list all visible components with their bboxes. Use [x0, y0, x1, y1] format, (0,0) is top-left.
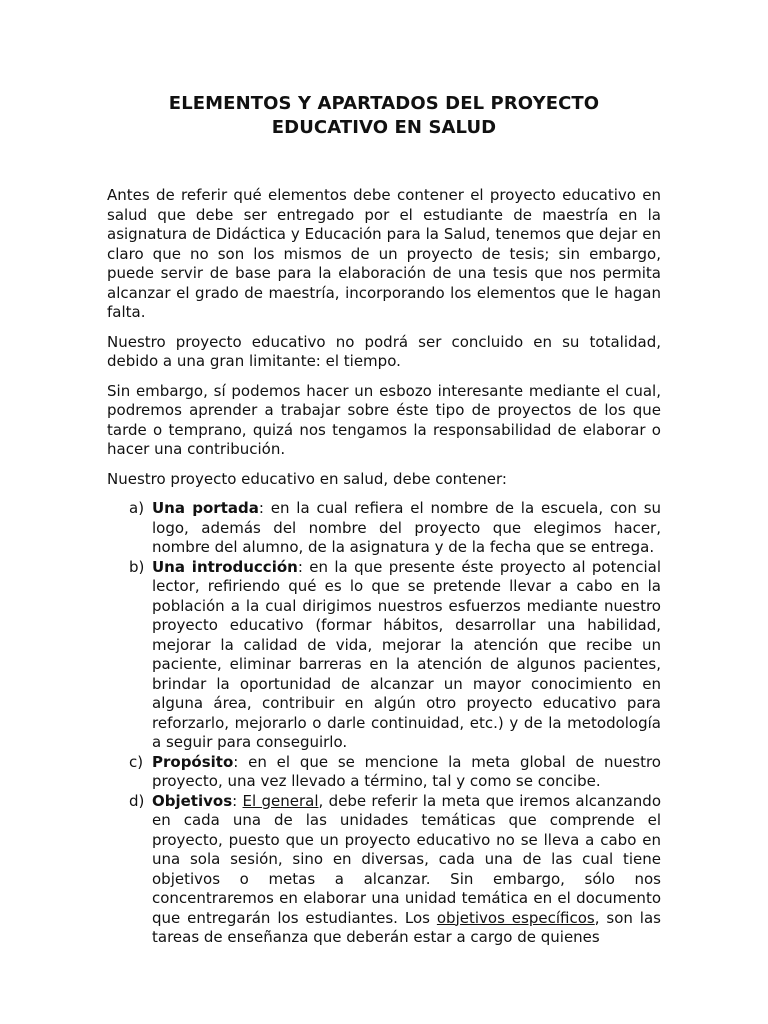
- list-text: : en la cual refiera el nombre de la escuela, con su logo, además del nombre del proyecto que elegimos hacer, nombre del alumno, de la asignatura y de la fecha que se entrega.: [152, 499, 662, 556]
- paragraph-contents-intro: Nuestro proyecto educativo en salud, debe contener:: [107, 469, 507, 488]
- list-separator: :: [232, 791, 243, 810]
- title-line-2: EDUCATIVO EN SALUD: [271, 117, 497, 138]
- list-term: Objetivos: [152, 791, 233, 810]
- list-item-objetivos: [107, 792, 661, 948]
- contents-list: [107, 499, 661, 948]
- list-text: : en la que presente éste proyecto al potencial lector, refiriendo qué es lo que se pretende llevar a cabo en la población a la cual dirigimos nuestros esfuerzos mediante nuestro proyecto educativo (formar hábitos, desarrollar una habilidad, mejorar la calidad de vida, mejorar la atención que recibe un paciente, eliminar barreras en la atención de algunos pacientes, brindar la oportunidad de alcanzar un mayor conocimiento en alguna área, contribuir en algún otro proyecto educativo para reforzarlo, mejorarlo o darle continuidad, etc.) y de la metodología a seguir para conseguirlo.: [152, 557, 661, 751]
- list-item-portada: [107, 499, 661, 558]
- document-title: [107, 92, 661, 140]
- list-item-proposito: [107, 753, 661, 792]
- list-text-continued: , son las tareas de enseñanza que deberán estar a cargo de quienes: [152, 908, 661, 946]
- list-text: , debe referir la meta que iremos alcanzando en cada una de las unidades temáticas que comprende el proyecto, puesto que un proyecto educativo no se lleva a cabo en una sola sesión, sino en diversas, cada una de las cual tiene objetivos o metas a alcanzar. Sin embargo, sólo nos concentraremos en elaborar una unidad temática en el documento que entregarán los estudiantes. Los: [152, 791, 661, 927]
- list-term: Una introducción: [152, 557, 298, 576]
- underlined-term-general: El general: [242, 791, 319, 810]
- list-marker: a): [129, 499, 145, 517]
- list-item-introduccion: [107, 558, 661, 753]
- underlined-term-especificos: objetivos específicos: [436, 908, 595, 927]
- list-marker: b): [129, 557, 145, 576]
- title-line-1: ELEMENTOS Y APARTADOS DEL PROYECTO: [168, 93, 600, 114]
- list-marker: c): [129, 752, 144, 771]
- list-marker: d): [129, 791, 145, 810]
- paragraph-sketch: Sin embargo, sí podemos hacer un esbozo interesante mediante el cual, podremos aprender a trabajar sobre éste tipo de proyectos de los que tarde o temprano, quizá nos tengamos la responsabilidad de elaborar o hacer una contribución.: [107, 381, 661, 458]
- list-term: Una portada: [152, 499, 259, 517]
- list-term: Propósito: [152, 752, 234, 771]
- document-page: [107, 92, 661, 948]
- paragraph-intro: Antes de referir qué elementos debe contener el proyecto educativo en salud que debe ser entregado por el estudiante de maestría en la asignatura de Didáctica y Educación para la Salud, tenemos que dejar en claro que no son los mismos de un proyecto de tesis; sin embargo, puede servir de base para la elaboración de una tesis que nos permita alcanzar el grado de maestría, incorporando los elementos que le hagan falta.: [107, 186, 661, 321]
- paragraph-limitation: Nuestro proyecto educativo no podrá ser concluido en su totalidad, debido a una gran limitante: el tiempo.: [107, 332, 661, 370]
- list-text: : en el que se mencione la meta global de nuestro proyecto, una vez llevado a término, tal y como se concibe.: [152, 752, 661, 790]
